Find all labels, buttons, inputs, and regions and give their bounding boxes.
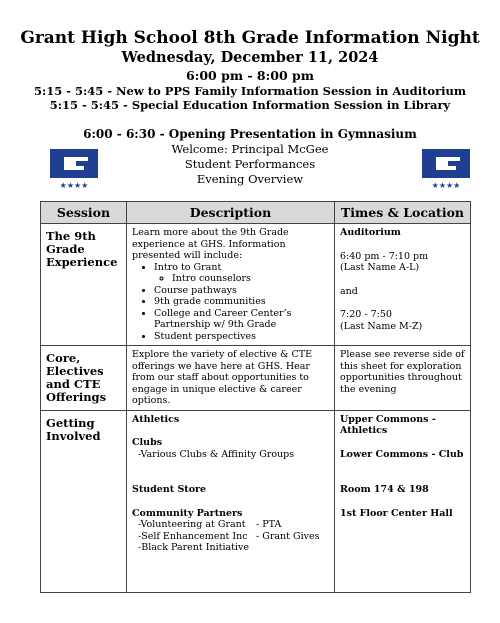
logo-stars: ★★★★ [59,181,89,190]
event-date: Wednesday, December 11, 2024 [121,49,379,66]
athletics-heading: Athletics [132,413,180,425]
session-times-location: Please see reverse side of this sheet for exploration opportunities throughout the evening [335,346,471,411]
schedule-table [40,201,471,593]
description-intro: Learn more about the 9th Grade experience at GHS. Information presented will include: [132,227,289,261]
list-item: • Intro to Grant ◦ Intro counselors [154,262,330,285]
topic-list [132,262,330,343]
session-name: Core, Electives and CTE Offerings [41,346,127,411]
session-times-location [335,410,471,592]
session-description [127,224,335,346]
list-item: • 9th grade communities [154,296,330,308]
time-slot: 7:20 - 7:50 [340,309,392,320]
early-session-new-families: 5:15 - 5:45 - New to PPS Family Information Session in Auditorium [33,84,467,98]
time-slot: 6:40 pm - 7:10 pm [340,250,429,262]
location-club: Lower Commons - Club [340,448,464,460]
clubs-detail: -Various Clubs & Affinity Groups [138,448,295,460]
page-title: Grant High School 8th Grade Information Night [20,28,480,48]
partner-item: - PTA [256,519,282,530]
name-group: (Last Name M-Z) [340,320,423,332]
session-name: The 9th Grade Experience [41,224,127,346]
conjunction: and [340,285,358,297]
program-item: Evening Overview [196,172,304,186]
program-item: Student Performances [184,157,316,171]
session-description: Explore the variety of elective & CTE offerings we have here at GHS. Hear from our staff about opportunities to engage in unique elective & career options. [127,346,335,411]
community-partners-heading: Community Partners [132,507,243,519]
location-student-store: Room 174 & 198 [340,484,429,495]
opening-presentation: 6:00 - 6:30 - Opening Presentation in Gymnasium [83,127,417,141]
early-session-special-education: 5:15 - 5:45 - Special Education Information Session in Library [49,98,451,112]
session-times-location [335,224,471,346]
logo-stars: ★★★★ [431,181,461,190]
location-community-partners: 1st Floor Center Hall [340,507,453,519]
list-item: • Course pathways [154,285,330,297]
grant-logo-right [420,146,472,190]
header-times-location: Times & Location [335,202,471,224]
header-description: Description [127,202,335,224]
partner-item: - Grant Gives [256,530,320,542]
partner-item: -Black Parent Initiative [138,542,250,553]
list-item: ◦ Intro counselors [172,273,330,285]
clubs-heading: Clubs [132,437,163,448]
table-row [41,346,471,411]
partner-item: -Volunteering at Grant [138,519,246,530]
table-row [41,410,471,592]
list-item: • Student perspectives [154,331,330,343]
location-athletics: Upper Commons - Athletics [340,413,436,436]
session-name: Getting Involved [41,410,127,592]
student-store-heading: Student Store [132,484,207,495]
event-time: 6:00 pm - 8:00 pm [186,68,314,83]
table-row [41,224,471,346]
location-label: Auditorium [340,227,401,238]
name-group: (Last Name A-L) [340,262,420,273]
session-description [127,410,335,592]
grant-logo-left [48,146,100,190]
header-session: Session [41,202,127,224]
program-item: Welcome: Principal McGee [171,142,329,156]
partner-item: -Self Enhancement Inc [138,530,248,542]
list-item: • College and Career Center’s Partnership w/ 9th Grade [154,308,330,331]
